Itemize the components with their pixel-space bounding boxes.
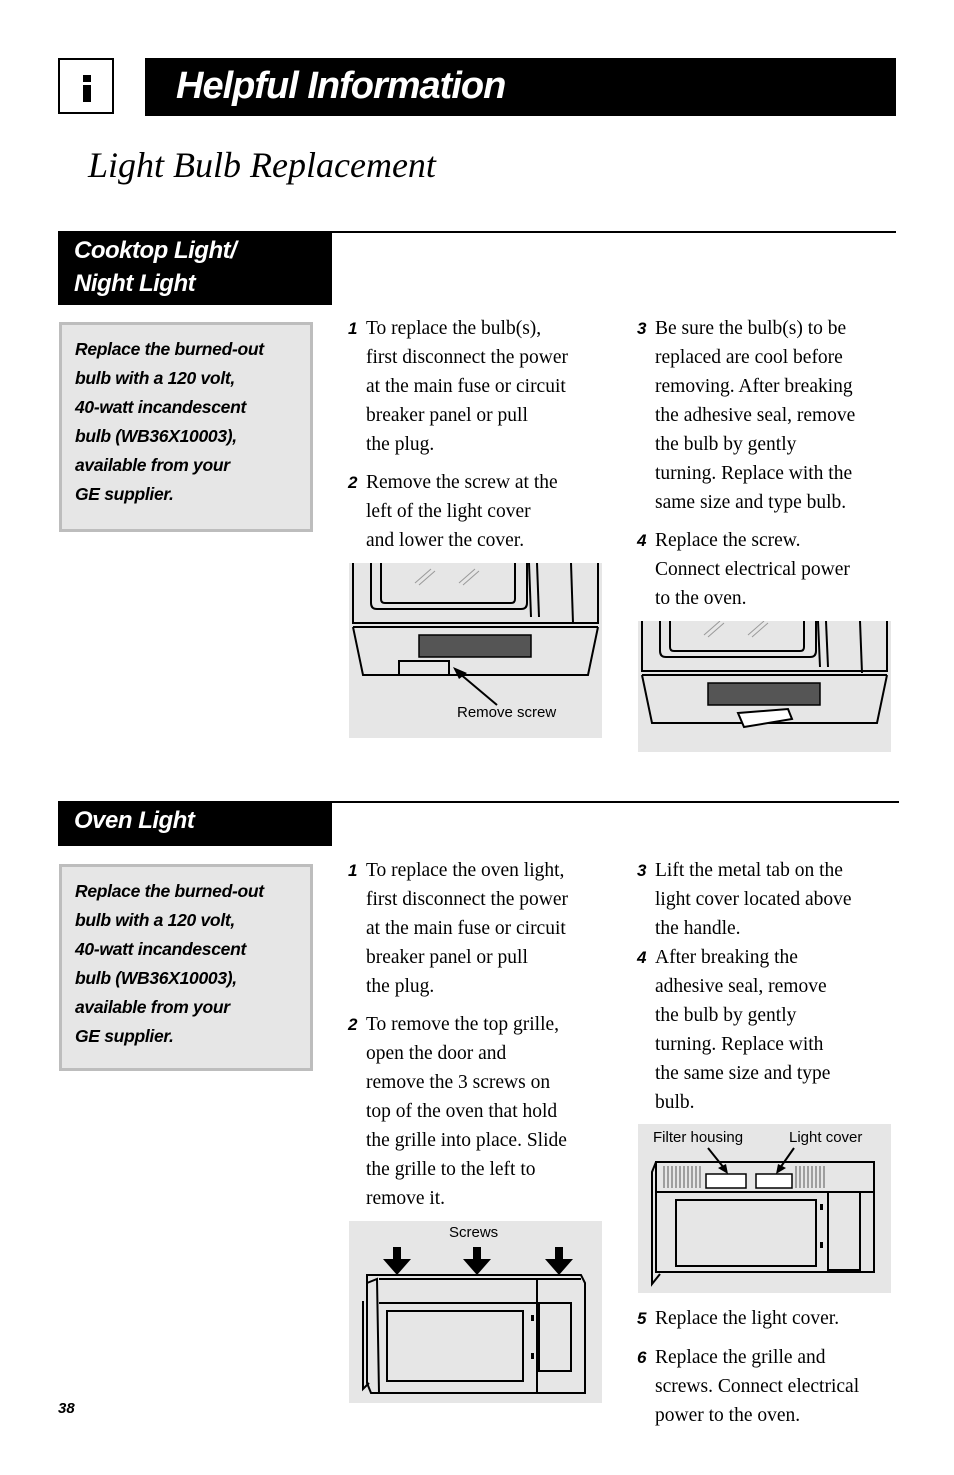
step-1 <box>348 856 618 1006</box>
step-text: To replace the oven light, first disconnect the power at the main fuse or circuit breaker panel or pull the plug. <box>366 860 568 997</box>
filter-housing-label: Filter housing <box>653 1129 744 1146</box>
light-cover-label: Light cover <box>789 1129 863 1146</box>
step-2 <box>348 468 618 558</box>
page-number: 38 <box>58 1400 75 1417</box>
section-rule <box>332 801 899 803</box>
figure-cover-lowered <box>638 621 891 752</box>
bulb-note: Replace the burned-out bulb with a 120 volt, 40-watt incandescent bulb (WB36X10003), available from your GE supplier. <box>59 864 313 1071</box>
info-icon-box <box>58 58 114 114</box>
step-2 <box>348 1010 618 1220</box>
step-number: 3 <box>637 861 647 880</box>
step-3 <box>637 314 907 524</box>
step-4 <box>637 943 907 1123</box>
step-number: 3 <box>637 319 647 338</box>
step-number: 1 <box>348 861 358 880</box>
info-icon <box>60 60 112 112</box>
step-5 <box>637 1304 907 1334</box>
step-4 <box>637 526 907 616</box>
remove-screw-label: Remove screw <box>457 704 557 721</box>
bulb-note: Replace the burned-out bulb with a 120 volt, 40-watt incandescent bulb (WB36X10003), available from your GE supplier. <box>59 322 313 532</box>
figure-light-cover <box>638 1124 891 1293</box>
step-text: Lift the metal tab on the light cover located above the handle. <box>655 860 852 939</box>
section-heading-cooktop: Cooktop Light/ Night Light <box>58 231 332 305</box>
step-text: Replace the grille and screws. Connect electrical power to the oven. <box>655 1347 860 1426</box>
step-text: Replace the light cover. <box>655 1308 840 1329</box>
step-text: To replace the bulb(s), first disconnect the power at the main fuse or circuit breaker panel or pull the plug. <box>366 318 568 455</box>
header-title: Helpful Information <box>176 65 506 107</box>
section-heading-oven-light: Oven Light <box>58 801 332 846</box>
step-number: 2 <box>348 473 358 492</box>
step-number: 4 <box>637 531 647 550</box>
step-text: To remove the top grille, open the door and remove the 3 screws on top of the oven that hold the grille into place. Slide the grille to the left to remove it. <box>366 1014 567 1209</box>
step-1 <box>348 314 618 464</box>
screws-label: Screws <box>449 1224 499 1241</box>
figure-screws <box>349 1221 602 1403</box>
step-6 <box>637 1343 907 1433</box>
microwave-cover-lowered-illustration <box>638 621 891 752</box>
step-number: 4 <box>637 948 647 967</box>
step-number: 5 <box>637 1309 647 1328</box>
step-number: 6 <box>637 1348 647 1367</box>
step-text: Be sure the bulb(s) to be replaced are cool before removing. After breaking the adhesive seal, remove the bulb by gently turning. Replace with the same size and type bulb. <box>655 318 856 513</box>
step-3 <box>637 856 907 946</box>
page-title: Light Bulb Replacement <box>88 145 436 185</box>
step-text: Replace the screw. Connect electrical power to the oven. <box>655 530 850 609</box>
figure-remove-screw <box>349 563 602 738</box>
step-text: Remove the screw at the left of the light cover and lower the cover. <box>366 472 558 551</box>
microwave-screws-illustration <box>349 1221 602 1403</box>
microwave-front-illustration <box>638 1124 891 1293</box>
step-number: 1 <box>348 319 358 338</box>
step-number: 2 <box>348 1015 358 1034</box>
section-rule <box>332 231 896 233</box>
step-text: After breaking the adhesive seal, remove the bulb by gently turning. Replace with the same size and type bulb. <box>655 947 831 1113</box>
